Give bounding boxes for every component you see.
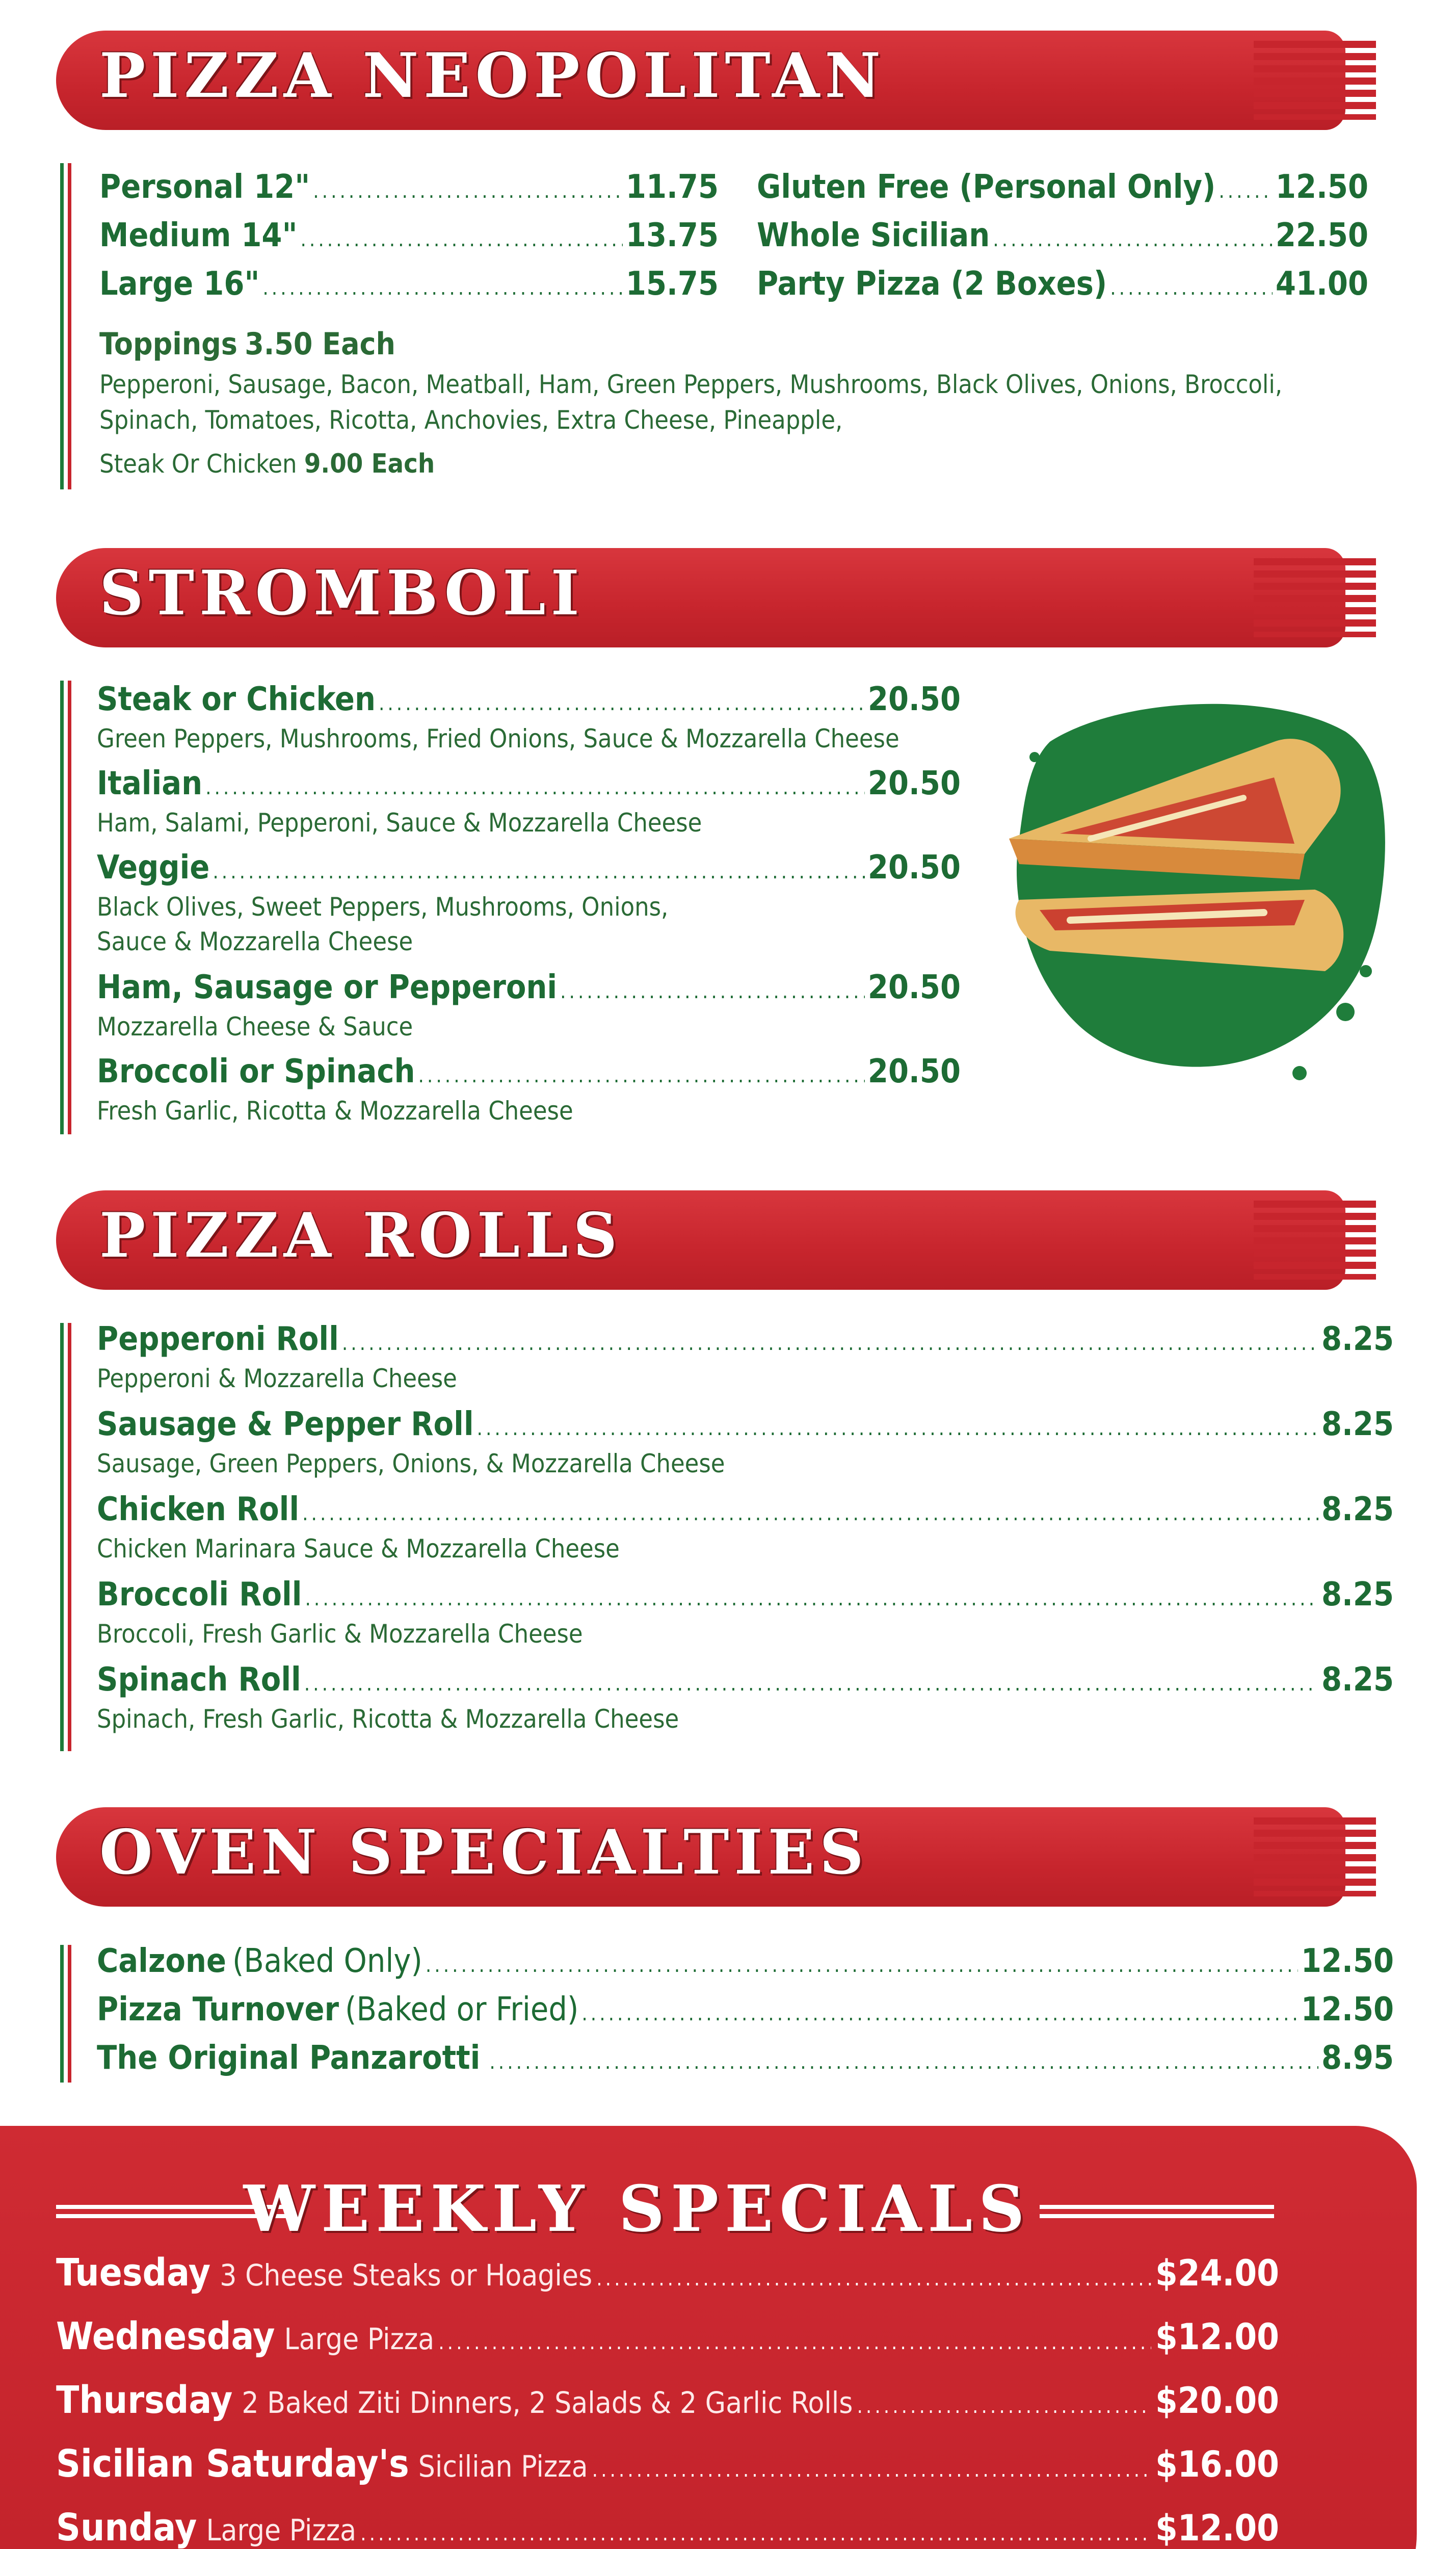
- steak-chicken-topping: [99, 449, 435, 479]
- special-price: $16.00: [1155, 2443, 1279, 2485]
- item-price: 8.25: [1321, 1576, 1394, 1614]
- item-name: Whole Sicilian: [757, 217, 990, 254]
- special-note: 3 Cheese Steaks or Hoagies: [220, 2258, 593, 2293]
- item-name: The Original Panzarotti: [97, 2039, 481, 2077]
- rolls-title: PIZZA ROLLS: [99, 1200, 623, 1271]
- menu-row: [97, 969, 961, 1006]
- item-name: Gluten Free (Personal Only): [757, 168, 1216, 206]
- leader-dots: [379, 692, 865, 715]
- menu-row: [97, 1576, 1394, 1614]
- item-description: Spinach, Fresh Garlic, Ricotta & Mozzarella Cheese: [97, 1704, 679, 1734]
- item-note: (Baked or Fried): [345, 1991, 579, 2028]
- leader-dots: [489, 2050, 1318, 2074]
- menu-row: [97, 1053, 961, 1090]
- item-price: 20.50: [867, 1053, 961, 1090]
- item-price: 13.75: [625, 217, 719, 254]
- leader-dots: [993, 228, 1273, 251]
- menu-row: [97, 1661, 1394, 1699]
- menu-row: [97, 1406, 1394, 1443]
- leader-dots: [360, 2522, 1151, 2545]
- special-row: [56, 2314, 1279, 2358]
- item-price: 8.25: [1321, 1320, 1394, 1358]
- leader-dots: [426, 1954, 1298, 1977]
- menu-row: [99, 217, 719, 254]
- item-description: Sauce & Mozzarella Cheese: [97, 927, 413, 956]
- special-price: $24.00: [1155, 2252, 1279, 2294]
- toppings-label: Toppings: [99, 326, 237, 362]
- leader-dots: [438, 2331, 1151, 2354]
- special-price: $12.00: [1155, 2507, 1279, 2549]
- item-price: 41.00: [1275, 265, 1368, 303]
- neopolitan-flag-bar: [60, 163, 71, 489]
- menu-row: [97, 2039, 1394, 2077]
- item-price: 8.25: [1321, 1491, 1394, 1528]
- leader-dots: [592, 2458, 1151, 2482]
- item-name: Spinach Roll: [97, 1661, 301, 1699]
- stromboli-title: STROMBOLI: [99, 557, 585, 629]
- item-name: Party Pizza (2 Boxes): [757, 265, 1107, 303]
- leader-dots: [313, 179, 623, 203]
- item-price: 20.50: [867, 969, 961, 1006]
- leader-dots: [302, 1502, 1318, 1525]
- steak-label: Steak Or Chicken: [99, 449, 297, 479]
- item-price: 12.50: [1275, 168, 1368, 206]
- special-day: Thursday: [56, 2378, 233, 2422]
- menu-row: [99, 168, 719, 206]
- item-name: Pepperoni Roll: [97, 1320, 339, 1358]
- item-description: Green Peppers, Mushrooms, Fried Onions, Sauce & Mozzarella Cheese: [97, 724, 899, 753]
- item-price: 8.95: [1321, 2039, 1394, 2077]
- steak-price: 9.00 Each: [304, 449, 435, 479]
- toppings-list: Pepperoni, Sausage, Bacon, Meatball, Ham, Green Peppers, Mushrooms, Black Olives, Onions, Broccoli,: [99, 370, 1283, 399]
- stromboli-photo: [989, 686, 1396, 1094]
- leader-dots: [596, 2267, 1151, 2291]
- item-name: Personal 12": [99, 168, 310, 206]
- menu-row: [97, 1991, 1394, 2028]
- menu-row: [97, 1942, 1394, 1980]
- special-day: Tuesday: [56, 2251, 211, 2295]
- item-price: 12.50: [1301, 1942, 1394, 1980]
- item-name: Pizza Turnover: [97, 1991, 339, 2028]
- item-name: Broccoli Roll: [97, 1576, 302, 1614]
- rolls-banner: [56, 1190, 1345, 1290]
- leader-dots: [560, 980, 865, 1003]
- leader-dots: [262, 276, 623, 300]
- item-name: Chicken Roll: [97, 1491, 300, 1528]
- toppings-list: Spinach, Tomatoes, Ricotta, Anchovies, Extra Cheese, Pineapple,: [99, 405, 843, 435]
- weekly-specials-panel: [0, 2126, 1417, 2549]
- weekly-specials-title: WEEKLY SPECIALS: [243, 2172, 1031, 2246]
- stromboli-flag-bar: [60, 681, 71, 1134]
- menu-row: [97, 849, 961, 887]
- item-price: 8.25: [1321, 1661, 1394, 1699]
- item-price: 20.50: [867, 765, 961, 802]
- special-row: [56, 2506, 1279, 2549]
- item-name: Medium 14": [99, 217, 298, 254]
- leader-dots: [213, 860, 865, 883]
- leader-dots: [205, 776, 865, 799]
- item-price: 20.50: [867, 681, 961, 718]
- special-row: [56, 2251, 1279, 2295]
- menu-row: [757, 217, 1368, 254]
- special-price: $12.00: [1155, 2316, 1279, 2358]
- item-price: 15.75: [625, 265, 719, 303]
- special-day: Wednesday: [56, 2314, 275, 2358]
- item-description: Chicken Marinara Sauce & Mozzarella Cheese: [97, 1534, 620, 1564]
- special-price: $20.00: [1155, 2380, 1279, 2422]
- neopolitan-banner: [56, 31, 1345, 130]
- special-note: Large Pizza: [284, 2322, 435, 2356]
- item-description: Mozzarella Cheese & Sauce: [97, 1012, 413, 1042]
- oven-banner: [56, 1807, 1345, 1907]
- toppings-heading: [99, 326, 395, 362]
- item-name: Italian: [97, 765, 203, 802]
- item-price: 8.25: [1321, 1406, 1394, 1443]
- special-row: [56, 2378, 1279, 2422]
- leader-dots: [1219, 179, 1273, 203]
- special-day: Sunday: [56, 2506, 197, 2549]
- item-description: Broccoli, Fresh Garlic & Mozzarella Cheese: [97, 1619, 583, 1649]
- oven-flag-bar: [60, 1945, 71, 2083]
- item-description: Pepperoni & Mozzarella Cheese: [97, 1364, 457, 1393]
- special-row: [56, 2442, 1279, 2486]
- item-name: Calzone: [97, 1942, 226, 1980]
- menu-row: [97, 765, 961, 802]
- item-note: (Baked Only): [232, 1942, 422, 1980]
- special-note: 2 Baked Ziti Dinners, 2 Salads & 2 Garlic Rolls: [242, 2385, 853, 2420]
- leader-dots: [418, 1064, 865, 1087]
- menu-row: [757, 168, 1368, 206]
- leader-dots: [304, 1672, 1318, 1696]
- leader-dots: [342, 1332, 1318, 1355]
- menu-row: [97, 1320, 1394, 1358]
- item-price: 11.75: [625, 168, 719, 206]
- item-name: Veggie: [97, 849, 210, 887]
- item-description: Sausage, Green Peppers, Onions, & Mozzarella Cheese: [97, 1449, 725, 1478]
- toppings-price: 3.50 Each: [245, 326, 395, 362]
- item-name: Sausage & Pepper Roll: [97, 1406, 474, 1443]
- menu-row: [757, 265, 1368, 303]
- stromboli-banner: [56, 548, 1345, 647]
- rolls-flag-bar: [60, 1323, 71, 1751]
- special-note: Large Pizza: [206, 2513, 357, 2547]
- item-name: Broccoli or Spinach: [97, 1053, 415, 1090]
- item-name: Large 16": [99, 265, 260, 303]
- item-price: 22.50: [1275, 217, 1368, 254]
- item-name: Ham, Sausage or Pepperoni: [97, 969, 558, 1006]
- leader-dots: [300, 228, 622, 251]
- menu-row: [99, 265, 719, 303]
- leader-dots: [477, 1417, 1318, 1440]
- menu-row: [97, 681, 961, 718]
- neopolitan-title: PIZZA NEOPOLITAN: [99, 40, 886, 112]
- leader-dots: [1110, 276, 1273, 300]
- menu-row: [97, 1491, 1394, 1528]
- special-day: Sicilian Saturday's: [56, 2442, 409, 2486]
- oven-title: OVEN SPECIALTIES: [99, 1816, 869, 1888]
- leader-dots: [581, 2002, 1298, 2025]
- item-name: Steak or Chicken: [97, 681, 376, 718]
- leader-dots: [305, 1587, 1318, 1610]
- special-note: Sicilian Pizza: [418, 2449, 588, 2484]
- item-description: Ham, Salami, Pepperoni, Sauce & Mozzarella Cheese: [97, 808, 702, 838]
- item-price: 12.50: [1301, 1991, 1394, 2028]
- item-price: 20.50: [867, 849, 961, 887]
- leader-dots: [857, 2395, 1151, 2418]
- item-description: Black Olives, Sweet Peppers, Mushrooms, Onions,: [97, 892, 669, 922]
- item-description: Fresh Garlic, Ricotta & Mozzarella Cheese: [97, 1096, 573, 1126]
